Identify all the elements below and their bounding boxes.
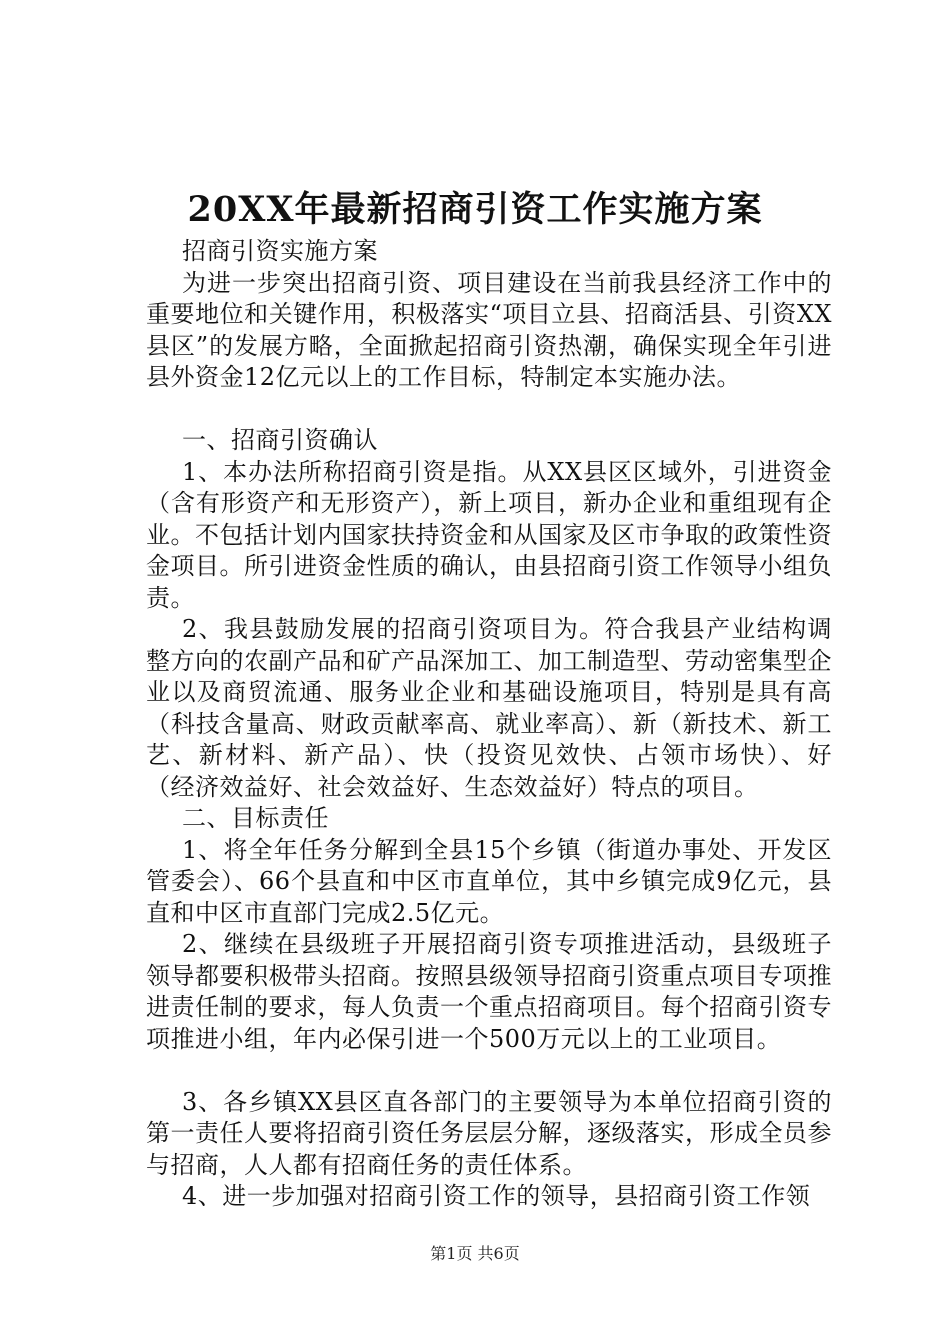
blank-line	[146, 394, 832, 426]
section-2-item-3: 3、各乡镇XX县区直各部门的主要领导为本单位招商引资的第一责任人要将招商引资任务层层分解，逐级落实，形成全员参与招商，人人都有招商任务的责任体系。	[146, 1087, 832, 1179]
section-1-item-1: 1、本办法所称招商引资是指。从XX县区区域外，引进资金（含有形资产和无形资产），新上项目，新办企业和重组现有企业。不包括计划内国家扶持资金和从国家及区市争取的政策性资金项目。所引进资金性质的确认，由县招商引资工作领导小组负责。	[146, 457, 832, 612]
section-2-item-2: 2、继续在县级班子开展招商引资专项推进活动，县级班子领导都要积极带头招商。按照县级领导招商引资重点项目专项推进责任制的要求，每人负责一个重点招商项目。每个招商引资专项推进小组，年内必保引进一个500万元以上的工业项目。	[146, 930, 832, 1053]
page-number-footer: 第1页 共6页	[430, 1244, 520, 1263]
subtitle-paragraph: 招商引资实施方案	[182, 237, 378, 265]
section-2-item-4: 4、进一步加强对招商引资工作的领导，县招商引资工作领	[182, 1182, 811, 1210]
section-heading-1: 一、招商引资确认	[182, 426, 378, 454]
section-heading-2: 二、目标责任	[182, 804, 329, 832]
document-title: 20XX年最新招商引资工作实施方案	[187, 189, 763, 230]
section-1-item-2: 2、我县鼓励发展的招商引资项目为。符合我县产业结构调整方向的农副产品和矿产品深加工、加工制造型、劳动密集型企业以及商贸流通、服务业企业和基础设施项目，特别是具有高（科技含量高、财政贡献率高、就业率高）、新（新技术、新工艺、新材料、新产品）、快（投资见效快、占领市场快）、好（经济效益好、社会效益好、生态效益好）特点的项目。	[146, 615, 832, 801]
intro-paragraph: 为进一步突出招商引资、项目建设在当前我县经济工作中的重要地位和关键作用，积极落实“项目立县、招商活县、引资XX县区”的发展方略，全面掀起招商引资热潮，确保实现全年引进县外资金12亿元以上的工作目标，特制定本实施办法。	[146, 268, 832, 391]
section-2-item-1: 1、将全年任务分解到全县15个乡镇（街道办事处、开发区管委会）、66个县直和中区市直单位，其中乡镇完成9亿元，县直和中区市直部门完成2.5亿元。	[146, 835, 832, 927]
document-body	[146, 236, 832, 1213]
blank-line	[146, 1055, 832, 1087]
